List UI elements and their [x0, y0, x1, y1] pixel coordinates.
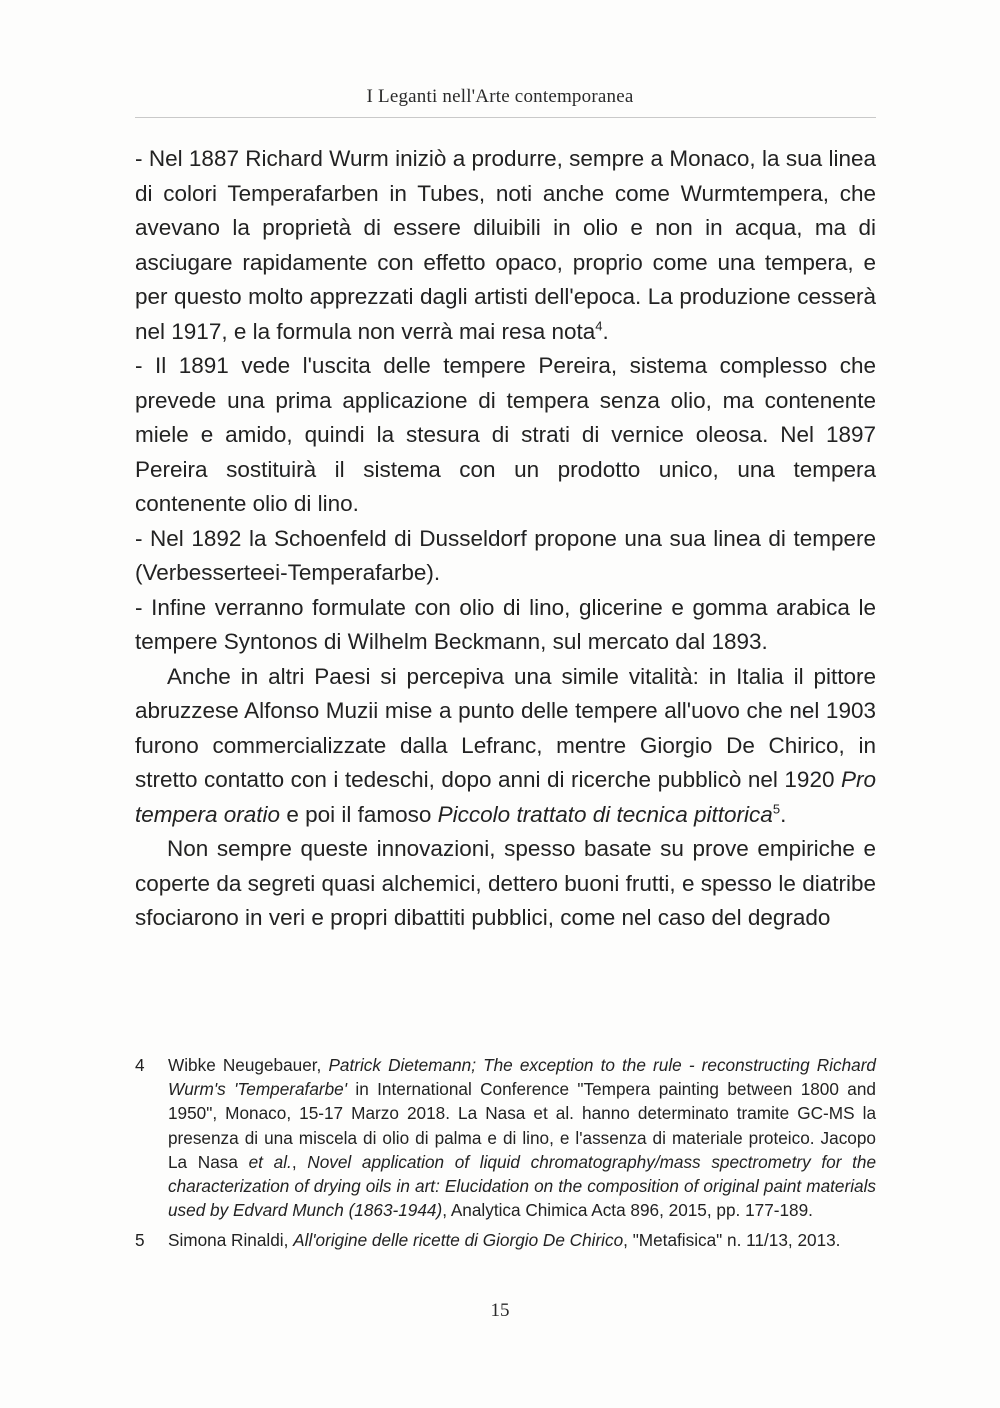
- paragraph-5-text-a: Anche in altri Paesi si percepiva una simile vitalità: in Italia il pittore abruzzese Alfonso Muzii mise a punto delle tempere all'uovo che nel 1903 furono commercializzate dalla Lefranc, mentre Giorgio De Chirico, in stretto contatto con i tedeschi, dopo anni di ricerche pubblicò nel 1920: [135, 663, 876, 792]
- header-rule: [135, 117, 876, 118]
- footnote-text: [168, 1053, 876, 1222]
- page-number: 15: [490, 1300, 510, 1321]
- paragraph-3: - Nel 1892 la Schoenfeld di Dusseldorf propone una sua linea di tempere (Verbesserteei-Temperafarbe).: [135, 525, 876, 585]
- paragraph-4: - Infine verranno formulate con olio di lino, glicerine e gomma arabica le tempere Syntonos di Wilhelm Beckmann, sul mercato dal 1893.: [135, 594, 876, 654]
- title-piccolo-trattato: Piccolo trattato di tecnica pittorica: [437, 801, 773, 827]
- footnote-ref-4: 4: [595, 318, 603, 333]
- paragraph-1-tail: .: [602, 318, 609, 344]
- footnote-sep: ,: [291, 1151, 308, 1172]
- footnote-etal: et al.: [248, 1151, 292, 1172]
- footnotes: [135, 1053, 876, 1253]
- paragraph-5-text-b: e poi il famoso: [280, 801, 438, 827]
- footnote-citation: , "Metafisica" n. 11/13, 2013.: [623, 1230, 841, 1251]
- footnote-author: Simona Rinaldi,: [168, 1230, 294, 1251]
- footnote-title: Patrick Dietemann; The exception to the rule - reconstructing Richard Wurm's 'Temperafarbe': [168, 1055, 876, 1100]
- footnote-citation: , Analytica Chimica Acta 896, 2015, pp. 177-189.: [442, 1200, 813, 1221]
- title-pro-tempera-oratio: Pro tempera oratio: [135, 767, 876, 827]
- footnote-text: [168, 1228, 876, 1252]
- footnote-author: Wibke Neugebauer,: [168, 1055, 329, 1075]
- footnote-number: 4: [135, 1055, 145, 1075]
- footnote-5: [135, 1228, 876, 1252]
- paragraph-2: - Il 1891 vede l'uscita delle tempere Pereira, sistema complesso che prevede una prima applicazione di tempera senza olio, ma contenente miele e amido, quindi la stesura di strati di vernice oleosa. Nel 1897 Pereira sostituirà il sistema con un prodotto unico, una tempera contenente olio di lino.: [135, 353, 876, 516]
- paragraph-5-tail: .: [780, 801, 787, 827]
- footnote-4: [135, 1053, 876, 1222]
- footnote-title: All'origine delle ricette di Giorgio De Chirico: [293, 1230, 624, 1251]
- paragraph-1-text: - Nel 1887 Richard Wurm iniziò a produrre, sempre a Monaco, la sua linea di colori Temperafarben in Tubes, noti anche come Wurmtempera, che avevano la proprietà di essere diluibili in olio e non in acqua, ma di asciugare rapidamente con effetto opaco, proprio come una tempera, e per questo molto apprezzati dagli artisti dell'epoca. La produzione cesserà nel 1917, e la formula non verrà mai resa nota: [135, 146, 876, 344]
- footnote-ref-5: 5: [772, 801, 781, 816]
- paragraph-6: Non sempre queste innovazioni, spesso basate su prove empiriche e coperte da segreti quasi alchemici, dettero buoni frutti, e spesso le diatribe sfociarono in veri e propri dibattiti pubblici, come nel caso del degrado: [135, 836, 876, 930]
- paragraph-5: [135, 660, 876, 833]
- footnote-number: 5: [135, 1230, 145, 1251]
- footnote-body: in International Conference "Tempera painting between 1800 and 1950", Monaco, 15-17 Marzo 2018. La Nasa et al. hanno determinato tramite GC-MS la presenza di una miscela di olio di palma e di lino, e l'assenza di materiale proteico. Jacopo La Nasa: [168, 1079, 876, 1172]
- footnote-title-2: Novel application of liquid chromatography/mass spectrometry for the characterization of drying oils in art: Elucidation on the composition of original paint materials used by Edvard Munch (1863-1944): [168, 1151, 876, 1221]
- running-header: I Leganti nell'Arte contemporanea: [366, 86, 634, 107]
- body-text: [135, 142, 876, 936]
- paragraph-1: [135, 142, 876, 349]
